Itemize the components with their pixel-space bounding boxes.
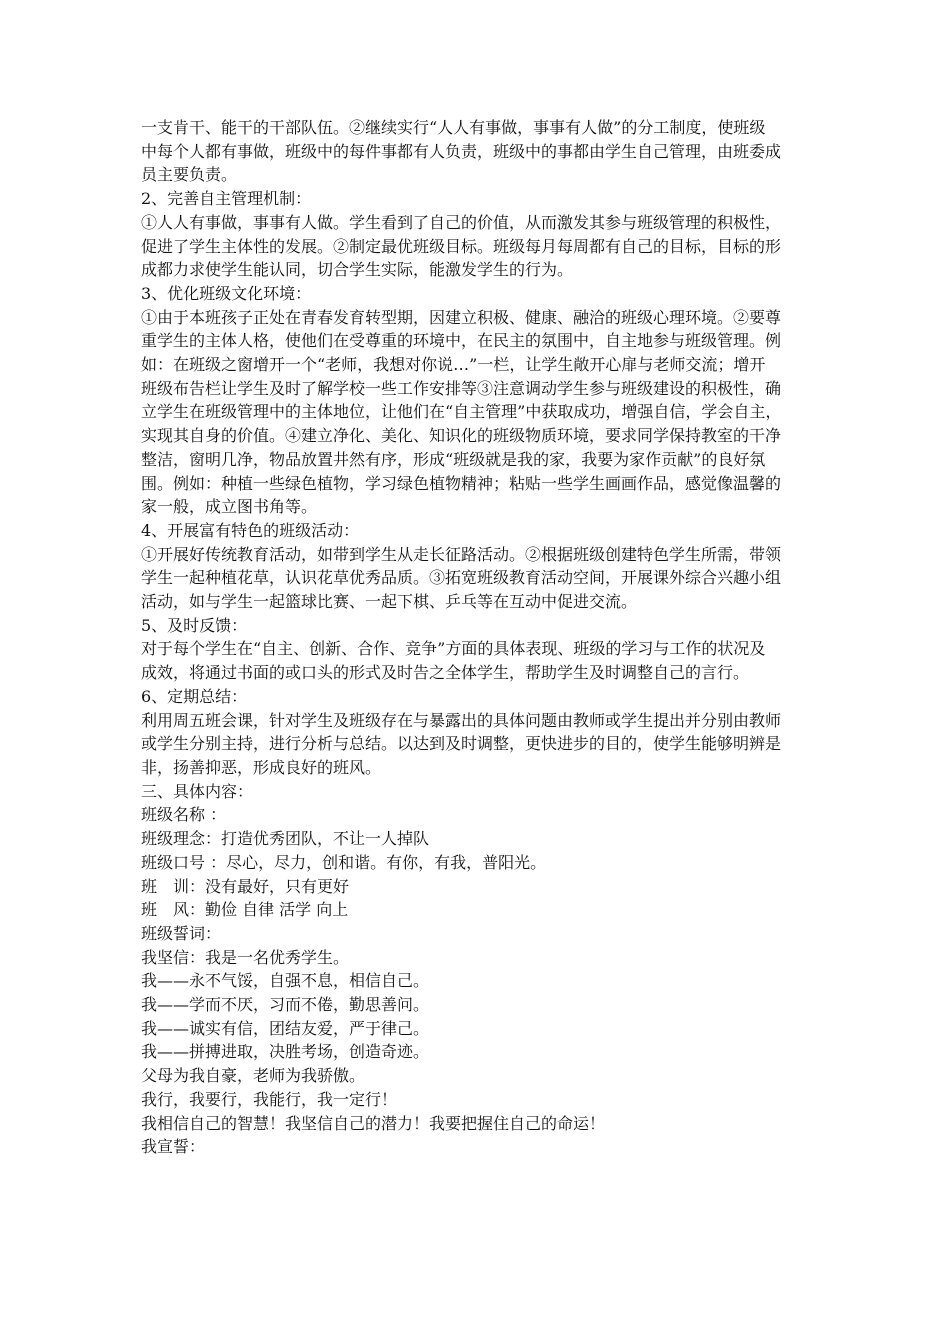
text-line: 整洁，窗明几净，物品放置井然有序，形成“班级就是我的家，我要为家作贡献”的良好氛 <box>141 449 766 469</box>
text-line: 班级名称 ： <box>141 805 227 825</box>
text-line: 2、完善自主管理机制： <box>141 189 312 209</box>
text-line: 学生一起种植花草，认识花草优秀品质。③拓宽班级教育活动空间，开展课外综合兴趣小组 <box>141 568 782 588</box>
text-line: 对于每个学生在“自主、创新、合作、竞争”方面的具体表现、班级的学习与工作的状况及 <box>141 639 766 659</box>
text-line: ①人人有事做，事事有人做。学生看到了自己的价值，从而激发其参与班级管理的积极性， <box>141 212 782 232</box>
text-line: 活动，如与学生一起篮球比赛、一起下棋、乒乓等在互动中促进交流。 <box>141 592 638 612</box>
text-line: 利用周五班会课，针对学生及班级存在与暴露出的具体问题由教师或学生提出并分别由教师 <box>141 710 782 730</box>
text-line: 我相信自己的智慧！我坚信自己的潜力！我要把握住自己的命运！ <box>141 1113 606 1133</box>
text-line: 我——永不气馁，自强不息，相信自己。 <box>141 971 430 991</box>
text-line: 成都力求使学生能认同，切合学生实际，能激发学生的行为。 <box>141 260 574 280</box>
text-line: 4、开展富有特色的班级活动： <box>141 520 360 540</box>
text-line: 班级誓词： <box>141 923 222 943</box>
text-line: 立学生在班级管理中的主体地位，让他们在“自主管理”中获取成功，增强自信，学会自主， <box>141 402 782 422</box>
text-line: 或学生分别主持，进行分析与总结。以达到及时调整，更快进步的目的，使学生能够明辨是 <box>141 734 782 754</box>
text-line: 班 风：勤俭 自律 活学 向上 <box>141 900 349 920</box>
text-line: 一支肯干、能干的干部队伍。②继续实行“人人有事做，事事有人做”的分工制度，使班级 <box>141 118 766 137</box>
text-line: 三、具体内容： <box>141 781 254 801</box>
text-line: 我——诚实有信，团结友爱，严于律己。 <box>141 1018 430 1038</box>
text-line: 员主要负责。 <box>141 165 238 185</box>
text-line: 家一般，成立图书角等。 <box>141 497 318 517</box>
text-line: ①由于本班孩子正处在青春发育转型期，因建立积极、健康、融洽的班级心理环境。②要尊 <box>141 307 782 327</box>
text-line: 班级口号 ：尽心，尽力，创和谐。有你，有我，普阳光。 <box>141 852 547 872</box>
text-line: 中每个人都有事做，班级中的每件事都有人负责，班级中的事都由学生自己管理，由班委成 <box>141 141 782 161</box>
document-page <box>141 116 813 1159</box>
text-line: 班级布告栏让学生及时了解学校一些工作安排等③注意调动学生参与班级建设的积极性，确 <box>141 378 782 398</box>
text-line: 6、定期总结： <box>141 686 248 706</box>
text-line: 围。例如：种植一些绿色植物，学习绿色植物精神；粘贴一些学生画画作品，感觉像温馨的 <box>141 473 782 493</box>
text-line: 5、及时反馈： <box>141 615 248 635</box>
text-line: 3、优化班级文化环境： <box>141 283 312 303</box>
text-line: 我——拼搏进取，决胜考场，创造奇迹。 <box>141 1042 430 1062</box>
text-line: 我坚信：我是一名优秀学生。 <box>141 947 350 967</box>
text-line: 班 训：没有最好，只有更好 <box>141 876 350 896</box>
text-line: 班级理念：打造优秀团队，不让一人掉队 <box>141 829 430 849</box>
text-line: 成效，将通过书面的或口头的形式及时告之全体学生，帮助学生及时调整自己的言行。 <box>141 663 750 683</box>
text-line: 促进了学生主体性的发展。②制定最优班级目标。班级每月每周都有自己的目标，目标的形 <box>141 236 782 256</box>
text-line: 我行，我要行，我能行，我一定行！ <box>141 1089 398 1109</box>
text-line: 实现其自身的价值。④建立净化、美化、知识化的班级物质环境，要求同学保持教室的干净 <box>141 426 782 446</box>
text-line: 非，扬善抑恶，形成良好的班风。 <box>141 757 382 777</box>
text-line: 我——学而不厌，习而不倦，勤思善问。 <box>141 995 430 1015</box>
text-line: 我宣誓： <box>141 1137 206 1157</box>
text-line: ①开展好传统教育活动，如带到学生从走长征路活动。②根据班级创建特色学生所需，带领 <box>141 544 782 564</box>
text-line: 重学生的主体人格，使他们在受尊重的环境中，在民主的氛围中，自主地参与班级管理。例 <box>141 331 782 351</box>
text-line: 如：在班级之窗增开一个“老师，我想对你说…”一栏，让学生敞开心扉与老师交流；增开 <box>141 355 766 375</box>
text-line: 父母为我自豪，老师为我骄傲。 <box>141 1066 366 1086</box>
